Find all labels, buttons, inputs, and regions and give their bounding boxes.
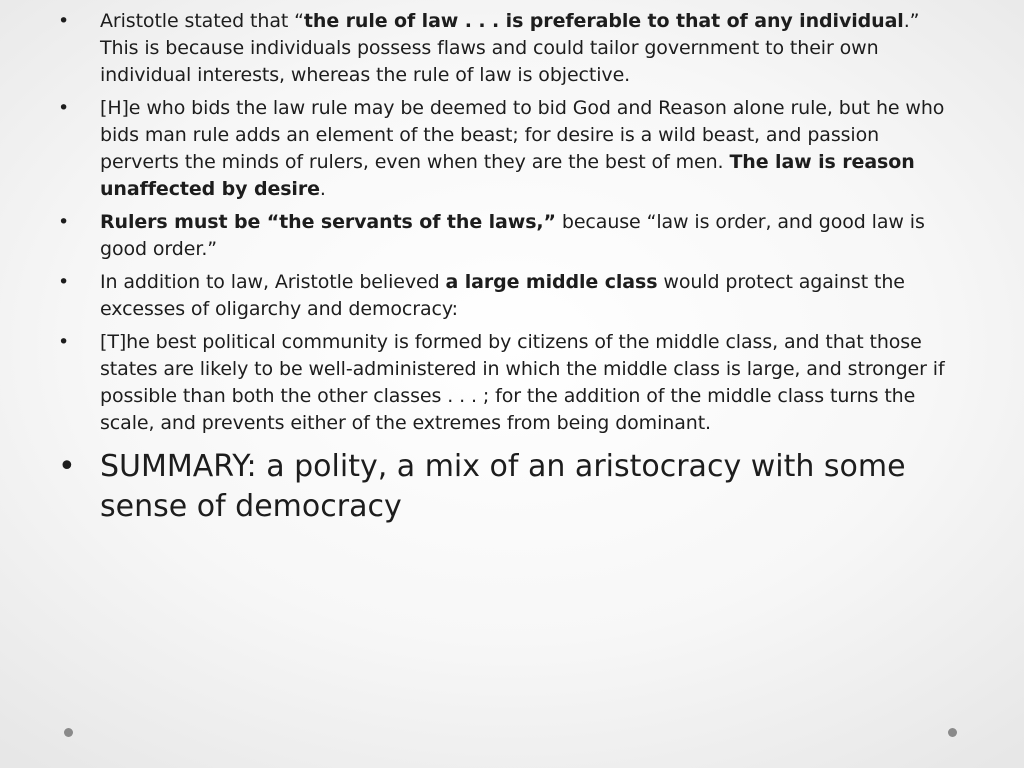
bullet-bold-text: The law is reason unaffected by desire	[100, 151, 915, 200]
bullet-marker: •	[58, 97, 70, 119]
corner-dot-decoration	[64, 728, 73, 737]
bullet-law-and-reason	[56, 95, 961, 203]
bullet-list	[56, 8, 961, 533]
bullet-text: Aristotle stated that “	[100, 10, 304, 32]
bullet-text: In addition to law, Aristotle believed	[100, 271, 446, 293]
bullet-marker: •	[58, 211, 70, 233]
bullet-marker: •	[58, 331, 70, 353]
summary-text: SUMMARY: a polity, a mix of an aristocracy with some sense of democracy	[100, 449, 906, 524]
bullet-best-community	[56, 329, 961, 437]
bullet-text: .” This is because individuals possess flaws and could tailor government to their own individual interests, whereas the rule of law is objective.	[100, 10, 920, 86]
bullet-text: because “law is order, and good law is good order.”	[100, 211, 925, 260]
bullet-bold-text: a large middle class	[445, 271, 658, 293]
bullet-marker: •	[58, 10, 70, 32]
corner-dot-decoration	[948, 728, 957, 737]
bullet-text: [T]he best political community is formed by citizens of the middle class, and that those states are likely to be well-administered in which the middle class is large, and stronger if possible than both the other classes . . . ; for the addition of the middle class turns the scale, and prevents either of the extremes from being dominant.	[100, 331, 945, 434]
bullet-bold-text: the rule of law . . . is preferable to that of any individual	[303, 10, 904, 32]
bullet-servants-of-laws	[56, 209, 961, 263]
bullet-bold-text: Rulers must be “the servants of the laws,”	[100, 211, 556, 233]
bullet-middle-class	[56, 269, 961, 323]
bullet-rule-of-law	[56, 8, 961, 89]
bullet-text: [H]e who bids the law rule may be deemed to bid God and Reason alone rule, but he who bids man rule adds an element of the beast; for desire is a wild beast, and passion perverts the minds of rulers, even when they are the best of men.	[100, 97, 945, 173]
bullet-text: .	[319, 178, 326, 200]
bullet-marker: •	[58, 449, 76, 484]
bullet-summary	[56, 447, 961, 527]
bullet-text: would protect against the excesses of oligarchy and democracy:	[100, 271, 905, 320]
bullet-marker: •	[58, 271, 70, 293]
